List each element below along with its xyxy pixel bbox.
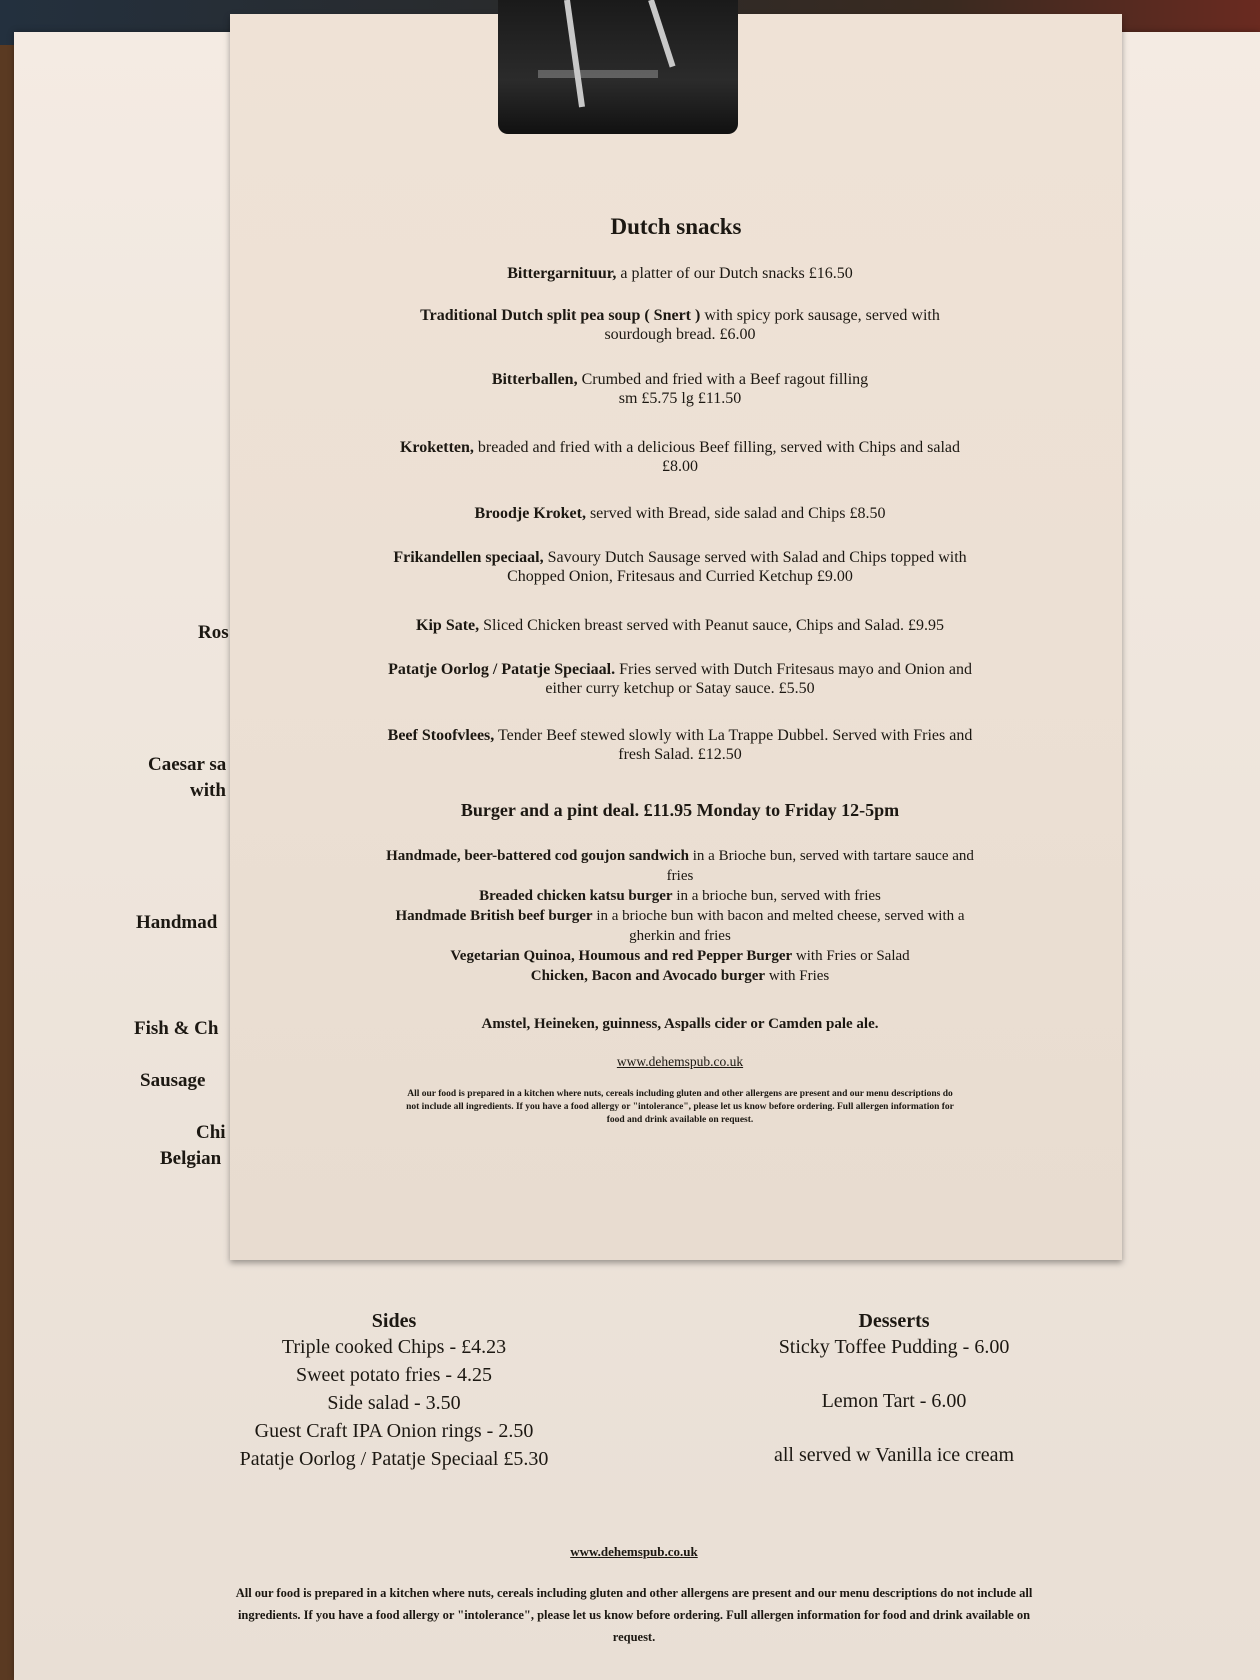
item-name: Broodje Kroket,: [474, 505, 586, 522]
menu-item: [310, 306, 1050, 344]
dessert-item: Lemon Tart - 6.00: [821, 1390, 967, 1412]
menu-item: [290, 438, 1070, 476]
burger-desc-2: fries: [666, 868, 694, 884]
side-item: Sweet potato fries - 4.25: [295, 1364, 493, 1386]
back-allergen-note: [124, 1582, 1144, 1648]
desserts-section: [724, 1310, 1064, 1469]
side-item: Patatje Oorlog / Patatje Speciaal £5.30: [239, 1448, 549, 1470]
side-item: Triple cooked Chips - £4.23: [281, 1336, 507, 1358]
peek-word-5: Fish & Ch: [134, 1018, 219, 1039]
item-name: Beef Stoofvlees,: [387, 727, 495, 744]
menu-item: [290, 660, 1070, 698]
menu-item: [290, 726, 1070, 764]
front-menu-sheet: [230, 14, 1122, 1260]
deal-title: Burger and a pint deal. £11.95 Monday to Friday 12-5pm: [460, 800, 900, 820]
sides-title: Sides: [371, 1310, 417, 1332]
dessert-item: Sticky Toffee Pudding - 6.00: [778, 1336, 1010, 1358]
burger-desc: with Fries or Salad: [795, 948, 910, 964]
menu-item: [310, 504, 1050, 523]
item-desc: a platter of our Dutch snacks £16.50: [620, 265, 853, 282]
item-desc-2: £8.00: [662, 458, 698, 475]
peek-word-6: Sausage: [140, 1070, 206, 1091]
item-desc: Sliced Chicken breast served with Peanut sauce, Chips and Salad. £9.95: [483, 617, 944, 634]
allergen-line: All our food is prepared in a kitchen where nuts, cereals including gluten and other allergens are present and our menu descriptions do: [407, 1089, 953, 1099]
item-desc: with spicy pork sausage, served with: [704, 307, 940, 324]
clip-wire: [564, 0, 585, 107]
back-website-link[interactable]: www.dehemspub.co.uk: [570, 1544, 698, 1559]
item-desc: Crumbed and fried with a Beef ragout filling: [581, 371, 869, 388]
item-name: Traditional Dutch split pea soup ( Snert ): [420, 307, 701, 324]
side-item: Side salad - 3.50: [327, 1392, 461, 1414]
burger-desc: with Fries: [768, 968, 830, 984]
burger-name: Breaded chicken katsu burger: [479, 888, 673, 904]
menu-item: [310, 264, 1050, 283]
burger-desc: in a Brioche bun, served with tartare sauce and: [692, 848, 974, 864]
front-website-link[interactable]: www.dehemspub.co.uk: [616, 1054, 744, 1069]
allergen-line: All our food is prepared in a kitchen where nuts, cereals including gluten and other allergens are present and our menu descriptions do not include all: [235, 1586, 1033, 1600]
peek-word-2: Caesar sa: [148, 754, 227, 775]
allergen-line: not include all ingredients. If you have a food allergy or "intolerance", please let us know before ordering. Full allergen information for: [406, 1102, 954, 1112]
item-name: Kroketten,: [399, 439, 474, 456]
peek-word-7: Chi: [196, 1122, 226, 1143]
menu-item: [290, 548, 1070, 586]
item-desc: breaded and fried with a delicious Beef filling, served with Chips and salad: [477, 439, 960, 456]
burger-name: Handmade British beef burger: [395, 908, 593, 924]
item-name: Bittergarnituur,: [507, 265, 617, 282]
allergen-line: request.: [612, 1630, 656, 1644]
item-name: Kip Sate,: [416, 617, 480, 634]
peek-word-3: with: [190, 780, 226, 801]
desserts-title: Desserts: [858, 1310, 930, 1332]
burger-desc: in a brioche bun with bacon and melted cheese, served with a: [596, 908, 965, 924]
sides-section: [184, 1310, 604, 1473]
item-name: Bitterballen,: [491, 371, 578, 388]
item-desc-2: fresh Salad. £12.50: [618, 746, 742, 763]
item-name: Frikandellen speciaal,: [393, 549, 544, 566]
item-desc-2: Chopped Onion, Fritesaus and Curried Ketchup £9.00: [507, 568, 853, 585]
item-name: Patatje Oorlog / Patatje Speciaal.: [388, 661, 616, 678]
item-desc: served with Bread, side salad and Chips £8.50: [589, 505, 886, 522]
item-desc: Fries served with Dutch Fritesaus mayo and Onion and: [619, 661, 972, 678]
item-desc-2: sm £5.75 lg £11.50: [618, 390, 742, 407]
burger-desc: in a brioche bun, served with fries: [676, 888, 881, 904]
drinks-line: Amstel, Heineken, guinness, Aspalls cider or Camden pale ale.: [481, 1016, 879, 1032]
side-item: Guest Craft IPA Onion rings - 2.50: [254, 1420, 534, 1442]
menu-title: Dutch snacks: [610, 214, 742, 239]
allergen-line: ingredients. If you have a food allergy or "intolerance", please let us know before ordering. Full allergen information for food and drink available on: [237, 1608, 1031, 1622]
burger-name: Vegetarian Quinoa, Houmous and red Pepper Burger: [450, 948, 793, 964]
dessert-item: all served w Vanilla ice cream: [773, 1444, 1015, 1466]
clip-shine: [538, 70, 658, 78]
item-desc: Savoury Dutch Sausage served with Salad and Chips topped with: [547, 549, 967, 566]
menu-item: [310, 370, 1050, 408]
burger-list: [290, 846, 1070, 986]
peek-word-4: Handmad: [136, 912, 218, 933]
clip-wire: [648, 0, 675, 68]
burger-name: Chicken, Bacon and Avocado burger: [530, 968, 766, 984]
item-desc-2: sourdough bread. £6.00: [604, 326, 756, 343]
front-allergen-note: [250, 1088, 1110, 1127]
allergen-line: food and drink available on request.: [606, 1115, 754, 1125]
item-desc: Tender Beef stewed slowly with La Trappe Dubbel. Served with Fries and: [498, 727, 973, 744]
burger-desc-2: gherkin and fries: [629, 928, 731, 944]
burger-name: Handmade, beer-battered cod goujon sandwich: [386, 848, 690, 864]
item-desc-2: either curry ketchup or Satay sauce. £5.50: [545, 680, 815, 697]
peek-word-1: Ros: [198, 622, 229, 643]
binder-clip-icon: [498, 0, 738, 134]
menu-item: [290, 616, 1070, 635]
peek-word-8: Belgian: [160, 1148, 222, 1169]
